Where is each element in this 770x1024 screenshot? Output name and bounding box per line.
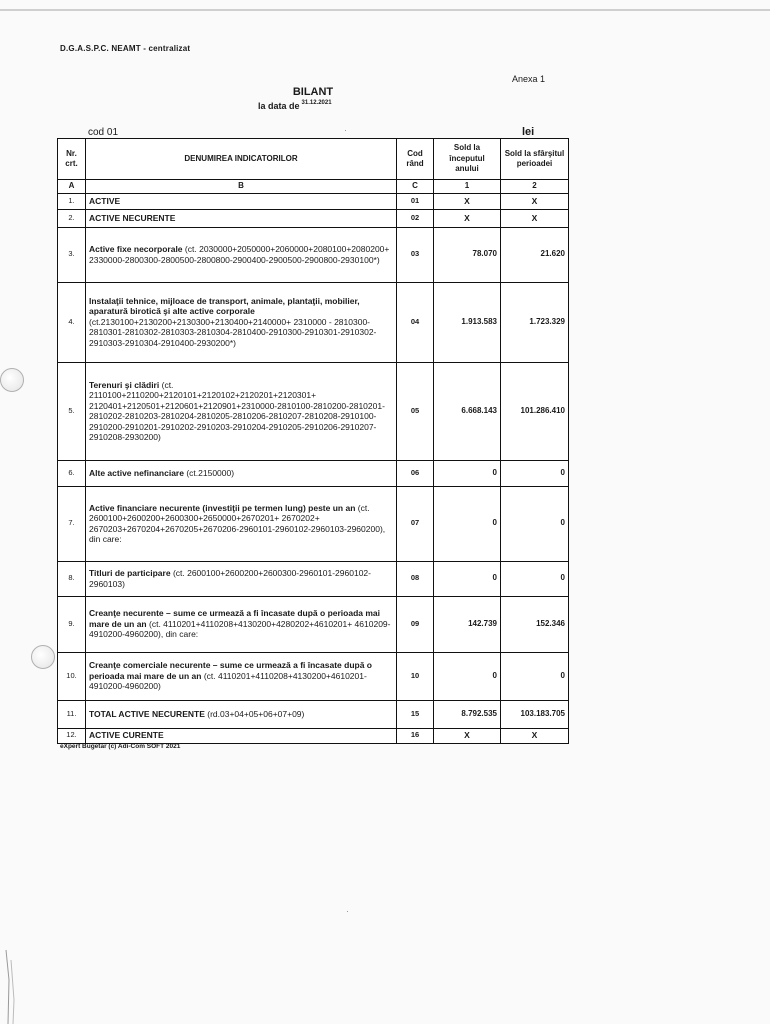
row-number: 5. bbox=[58, 362, 86, 460]
scan-speck bbox=[347, 911, 348, 912]
row-number: 8. bbox=[58, 561, 86, 596]
indicator-title: ACTIVE CURENTE bbox=[89, 730, 164, 741]
end-balance: 1.723.329 bbox=[501, 282, 569, 362]
row-number: 7. bbox=[58, 486, 86, 561]
end-balance: 101.286.410 bbox=[501, 362, 569, 460]
row-number: 11. bbox=[58, 700, 86, 728]
start-balance: X bbox=[434, 209, 501, 227]
indicator-name bbox=[86, 700, 397, 728]
row-code: 16 bbox=[397, 728, 434, 743]
index-1: 1 bbox=[434, 180, 501, 194]
indicator-accounts: (ct. 2030000+2050000+2060000+2080100+2080200+ 2330000-2800300-2800500-2800800-2900400-2900500-2900800-2930100*) bbox=[89, 244, 390, 265]
annex-label: Anexa 1 bbox=[512, 74, 546, 84]
row-code: 15 bbox=[397, 700, 434, 728]
indicator-title: ACTIVE bbox=[89, 195, 121, 206]
table-row bbox=[58, 700, 569, 728]
row-number: 4. bbox=[58, 282, 86, 362]
indicator-title: ACTIVE NECURENTE bbox=[89, 212, 176, 223]
row-code: 07 bbox=[397, 486, 434, 561]
indicator-name bbox=[86, 282, 397, 362]
end-balance: 0 bbox=[501, 561, 569, 596]
table-row bbox=[58, 486, 569, 561]
punch-hole bbox=[0, 368, 24, 392]
row-number: 1. bbox=[58, 193, 86, 209]
indicator-title: Titluri de participare bbox=[89, 568, 171, 578]
indicator-title: Active fixe necorporale bbox=[89, 244, 183, 254]
index-c: C bbox=[397, 180, 434, 194]
balance-sheet-table bbox=[57, 138, 569, 744]
end-balance: X bbox=[501, 728, 569, 743]
table-row bbox=[58, 362, 569, 460]
table-row bbox=[58, 227, 569, 282]
index-2: 2 bbox=[501, 180, 569, 194]
start-balance: 78.070 bbox=[434, 227, 501, 282]
indicator-title: Creanţe comerciale necurente – sume ce urmează a fi încasate după o perioada mai mare de un an bbox=[89, 660, 372, 681]
row-number: 12. bbox=[58, 728, 86, 743]
start-balance: 0 bbox=[434, 486, 501, 561]
indicator-name bbox=[86, 460, 397, 486]
row-number: 3. bbox=[58, 227, 86, 282]
column-index-row bbox=[58, 180, 569, 194]
indicator-title: Creanţe necurente – sume ce urmează a fi încasate după o perioada mai mare de un an bbox=[89, 608, 381, 629]
indicator-title: Instalaţii tehnice, mijloace de transport, animale, plantaţii, mobilier, aparatură birotică şi alte active corporale bbox=[89, 295, 360, 317]
indicator-accounts: (ct.2130100+2130200+2130300+2130400+2140000+ 2310000 - 2810300-2810301-2810302-2810303-2810304-2810400-2910300-2910301-2910302-2910303-2910304-2910400-2930200*) bbox=[89, 316, 377, 348]
start-balance: X bbox=[434, 728, 501, 743]
indicator-name bbox=[86, 561, 397, 596]
document-subtitle bbox=[258, 101, 332, 111]
header-name: DENUMIREA INDICATORILOR bbox=[86, 139, 397, 180]
indicator-title: TOTAL ACTIVE NECURENTE bbox=[89, 708, 205, 719]
document-title: BILANT bbox=[292, 86, 334, 98]
indicator-name bbox=[86, 209, 397, 227]
header-end: Sold la sfârşitul perioadei bbox=[501, 139, 569, 180]
table-row bbox=[58, 460, 569, 486]
row-number: 6. bbox=[58, 460, 86, 486]
start-balance: 0 bbox=[434, 652, 501, 700]
end-balance: X bbox=[501, 209, 569, 227]
header-start: Sold la începutul anului bbox=[434, 139, 501, 180]
table-row bbox=[58, 209, 569, 227]
end-balance: 21.620 bbox=[501, 227, 569, 282]
end-balance: 0 bbox=[501, 652, 569, 700]
punch-hole bbox=[31, 645, 55, 669]
indicator-name bbox=[86, 596, 397, 652]
row-code: 03 bbox=[397, 227, 434, 282]
row-code: 06 bbox=[397, 460, 434, 486]
indicator-name bbox=[86, 486, 397, 561]
indicator-name bbox=[86, 193, 397, 209]
indicator-accounts: (ct. 2600100+2600200+2600300-2960101-2960102-2960103) bbox=[89, 568, 371, 589]
header-nr: Nr. crt. bbox=[58, 139, 86, 180]
row-number: 2. bbox=[58, 209, 86, 227]
indicator-accounts: (ct.2150000) bbox=[186, 467, 235, 478]
currency-label: lei bbox=[522, 126, 535, 138]
row-code: 01 bbox=[397, 193, 434, 209]
indicator-name bbox=[86, 362, 397, 460]
indicator-name bbox=[86, 227, 397, 282]
start-balance: 1.913.583 bbox=[434, 282, 501, 362]
scan-top-edge bbox=[0, 9, 770, 11]
indicator-name bbox=[86, 728, 397, 743]
row-code: 08 bbox=[397, 561, 434, 596]
header-cod: Cod rând bbox=[397, 139, 434, 180]
table-row bbox=[58, 561, 569, 596]
scan-speck bbox=[345, 130, 346, 131]
indicator-title: Terenuri şi clădiri bbox=[89, 379, 160, 390]
indicator-title: Active financiare necurente (investiţii pe termen lung) peste un an bbox=[89, 502, 356, 513]
indicator-accounts: (ct. 2110100+2110200+2120101+2120102+2120201+2120301+ 2120401+2120501+2120601+2120901+2310000-2810100-2810200-2810201-2810202-2810203-2810204-2810205-2810206-2810207-2810208-2910100-2910200-2910201-2910202-2910203-2910204-2910205-2910206-2910207-2910208-2930200) bbox=[89, 379, 385, 442]
index-b: B bbox=[86, 180, 397, 194]
row-code: 04 bbox=[397, 282, 434, 362]
end-balance: 103.183.705 bbox=[501, 700, 569, 728]
table-row bbox=[58, 596, 569, 652]
start-balance: X bbox=[434, 193, 501, 209]
table-row bbox=[58, 652, 569, 700]
table-row bbox=[58, 282, 569, 362]
subtitle-text: la data de bbox=[258, 101, 300, 111]
report-date: 31.12.2021 bbox=[301, 100, 332, 106]
indicator-accounts: (ct. 4110201+4110208+4130200+4280202+4610201+ 4610209-4910200-4960200), din care: bbox=[89, 618, 391, 640]
indicator-accounts: (ct. 4110201+4110208+4130200+4610201-4910200-4960200) bbox=[89, 670, 367, 692]
form-code: cod 01 bbox=[88, 127, 119, 138]
start-balance: 0 bbox=[434, 561, 501, 596]
row-code: 09 bbox=[397, 596, 434, 652]
organization-name: D.G.A.S.P.C. NEAMT - centralizat bbox=[60, 44, 191, 53]
start-balance: 8.792.535 bbox=[434, 700, 501, 728]
end-balance: 0 bbox=[501, 460, 569, 486]
table-row bbox=[58, 728, 569, 743]
end-balance: 0 bbox=[501, 486, 569, 561]
end-balance: 152.346 bbox=[501, 596, 569, 652]
indicator-accounts: (ct. 2600100+2600200+2600300+2650000+2670201+ 2670202+ 2670203+2670204+2670205+2670206-2960101-2960102-2960103-2960200), din care: bbox=[89, 502, 386, 544]
row-code: 05 bbox=[397, 362, 434, 460]
end-balance: X bbox=[501, 193, 569, 209]
indicator-accounts: (rd.03+04+05+06+07+09) bbox=[207, 708, 305, 719]
row-number: 9. bbox=[58, 596, 86, 652]
start-balance: 142.739 bbox=[434, 596, 501, 652]
indicator-title: Alte active nefinanciare bbox=[89, 467, 184, 478]
table-row bbox=[58, 193, 569, 209]
start-balance: 0 bbox=[434, 460, 501, 486]
row-number: 10. bbox=[58, 652, 86, 700]
start-balance: 6.668.143 bbox=[434, 362, 501, 460]
table-header-row bbox=[58, 139, 569, 180]
indicator-name bbox=[86, 652, 397, 700]
software-footer: eXpert Bugetar (c) Adi-Com SOFT 2021 bbox=[60, 743, 181, 750]
paper-edge-mark bbox=[4, 950, 18, 1024]
row-code: 10 bbox=[397, 652, 434, 700]
row-code: 02 bbox=[397, 209, 434, 227]
index-a: A bbox=[58, 180, 86, 194]
